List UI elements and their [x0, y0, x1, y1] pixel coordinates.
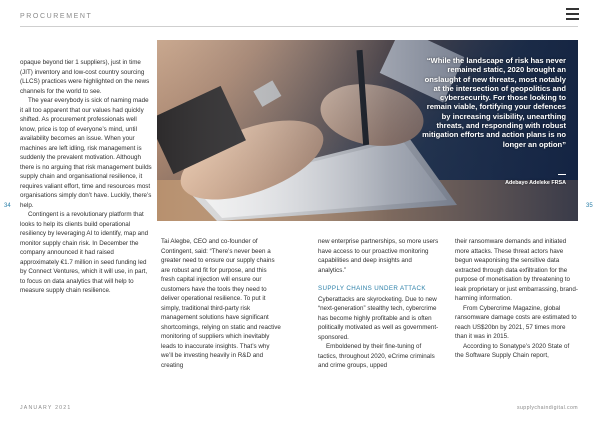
article-column-1	[20, 58, 153, 296]
hamburger-menu-icon[interactable]	[566, 8, 579, 20]
paragraph: Tai Alegbe, CEO and co-founder of Contingent, said: “There’s never been a greater need to ensure our supply chains are robust and fit for purpose, and this fresh capital injection will ensure our customers have the tools they need to deliver operational resilience. To put it simply, traditional third-party risk management solutions have significant shortcomings, relying on static and reactive monitoring of suppliers which inevitably leads to inaccurate insights. That’s why we’ll be investing heavily in R&D and creating	[161, 238, 281, 369]
section-label: PROCUREMENT	[20, 13, 93, 20]
quote-author: Adebayo Adeleke FRSA	[505, 180, 566, 186]
paragraph: opaque beyond tier 1 suppliers), just in time (JIT) inventory and low-cost country sourcing (LLCS) practices were highlighted on the news channels for the world to see.	[20, 59, 150, 95]
paragraph: Emboldened by their fine-tuning of tactics, throughout 2020, eCrime criminals and crime groups, upped	[318, 343, 435, 369]
paragraph: Contingent is a revolutionary platform that looks to help its clients build operational resiliency by leveraging AI to identify, map and monitor supply chain risk. In December the company announced it had raised approximately €1.7 million in seed funding led by Connect Ventures, which it will use, in part, to focus on data analytics that will help to measure supply chain resilience.	[20, 211, 149, 294]
pull-quote: “While the landscape of risk has never remained static, 2020 brought an onslaught of new threats, most notably at the intersection of geopolitics and cybersecurity. For those looking to remain viable, fortifying your defences by increasing visibility, unearthing threats, and responding with robust mitigation efforts and action plans is no longer an option”	[422, 56, 566, 149]
paragraph: According to Sonatype’s 2020 State of the Software Supply Chain report,	[455, 342, 570, 359]
paragraph: From Cybercrime Magazine, global ransomware damage costs are estimated to reach US$20bn by 2021, 57 times more than it was in 2015.	[455, 304, 577, 340]
header-divider	[20, 26, 578, 27]
page-number-left: 34	[4, 203, 11, 209]
footer-date: JANUARY 2021	[20, 405, 72, 411]
paragraph: Cyberattacks are skyrocketing. Due to new “next-generation” stealthy tech, cybercrime has become highly profitable and is often politically motivated as well as government-sponsored.	[318, 295, 439, 341]
paragraph: new enterprise partnerships, so more users have access to our proactive monitoring capabilities and deep insights and analytics.”	[318, 238, 439, 274]
section-subheading: SUPPLY CHAINS UNDER ATTACK	[318, 285, 426, 292]
paragraph: The year everybody is sick of naming made it all too apparent that our values had quickly shifted. As procurement professionals well know, price is top of everyone’s mind, until availability becomes an issue. When your machines are left idling, risk management is suddenly the prevalent motivation. Although there is no arguing that risk management builds supply chain and organisational resilience, it requires valiant effort, time and resources most organisations simply don’t have. Luckily, there’s help.	[20, 97, 152, 209]
page-number-right: 35	[586, 203, 593, 209]
author-divider	[558, 174, 566, 175]
article-column-4	[455, 237, 578, 361]
paragraph: their ransomware demands and initiated more attacks. These threat actors have begun weaponising the sensitive data extracted through data exfiltration for the purpose of monetisation by threatening to leak proprietary or just embarrassing, brand-harming information.	[455, 238, 578, 302]
article-column-2	[161, 237, 281, 370]
article-column-3	[318, 237, 441, 371]
hero-image	[157, 40, 578, 221]
footer-website-link[interactable]: supplychaindigital.com	[517, 405, 578, 411]
